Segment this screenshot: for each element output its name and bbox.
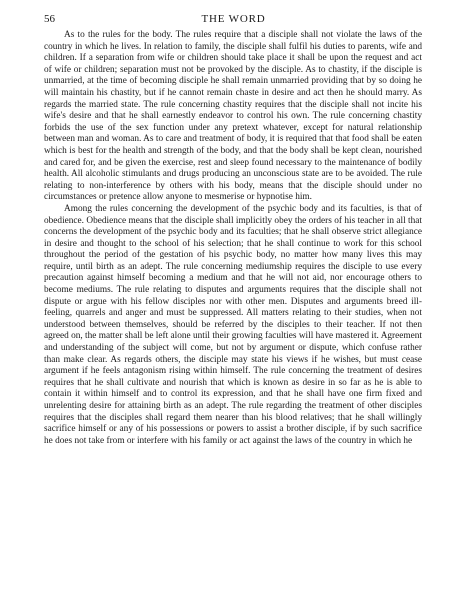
running-title: THE WORD xyxy=(201,13,266,25)
body-text xyxy=(44,30,422,447)
paragraph-body-rules: As to the rules for the body. The rules require that a disciple shall not violate the laws of the country in which he lives. In relation to family, the disciple shall fulfil his duties to parents, wife and children. If a separation from wife or children should take place it shall be upon the request and act of wife or children; separation must not be provoked by the disciple. As to chastity, if the disciple is unmarried, at the time of becoming disciple he shall remain unmarried providing that by so doing he will maintain his chastity, but if he cannot remain chaste in desire and act then he should marry. As regards the married state. The rule concerning chastity requires that the disciple shall not incite his wife's desire and that he shall earnestly endeavor to control his own. The rule concerning chastity forbids the use of the sex function under any pretext whatever, except for natural relationship between man and woman. As to care and treatment of body, it is required that that food shall be eaten which is best for the health and strength of the body, and that the body shall be kept clean, nourished and cared for, and be given the exercise, rest and sleep found necessary to the maintenance of bodily health. All alcoholic stimulants and drugs producing an unconscious state are to be avoided. The rule relating to non-interference by others with his body, means that the disciple should under no circumstances or pretence allow anyone to mesmerise or hypnotise him. xyxy=(44,30,422,203)
paragraph-psychic-body-rules: Among the rules concerning the development of the psychic body and its faculties, is that of obedience. Obedience means that the disciple shall implicitly obey the orders of his teacher in all that concerns the development of the psychic body and its faculties; that he shall observe strict allegiance in desire and thought to the school of his selection; that he shall continue to work for this school throughout the period of the gestation of his psychic body, no matter how many lives this may require, until birth as an adept. The rule concerning mediumship requires the disciple to use every precaution against himself becoming a medium and that he will not aid, nor encourage others to become mediums. The rule relating to disputes and arguments requires that the disciple shall not dispute or argue with his fellow disciples nor with other men. Disputes and arguments breed ill-feeling, quarrels and anger and must be suppressed. All matters relating to their studies, when not understood between themselves, should be referred by the disciples to their teacher. If not then agreed on, the matter shall be left alone until their growing faculties will have mastered it. Agreement and understanding of the subject will come, but not by argument or dispute, which confuse rather than make clear. As regards others, the disciple may state his views if he wishes, but must cease argument if he feels antagonism rising within himself. The rule concerning the treatment of desires requires that he shall cultivate and nourish that which is known as desire in so far as he is able to contain it within himself and to control its expression, and that he shall have one firm fixed and unrelenting desire for attaining birth as an adept. The rule regarding the treatment of other disciples requires that the disciples shall regard them nearer than his blood relatives; that he shall willingly sacrifice himself or any of his possessions or powers to assist a brother disciple, if by such sacrifice he does not take from or interfere with his family or act against the laws of the country in which he xyxy=(44,203,422,446)
page-number: 56 xyxy=(44,13,55,25)
page-header xyxy=(44,12,423,26)
